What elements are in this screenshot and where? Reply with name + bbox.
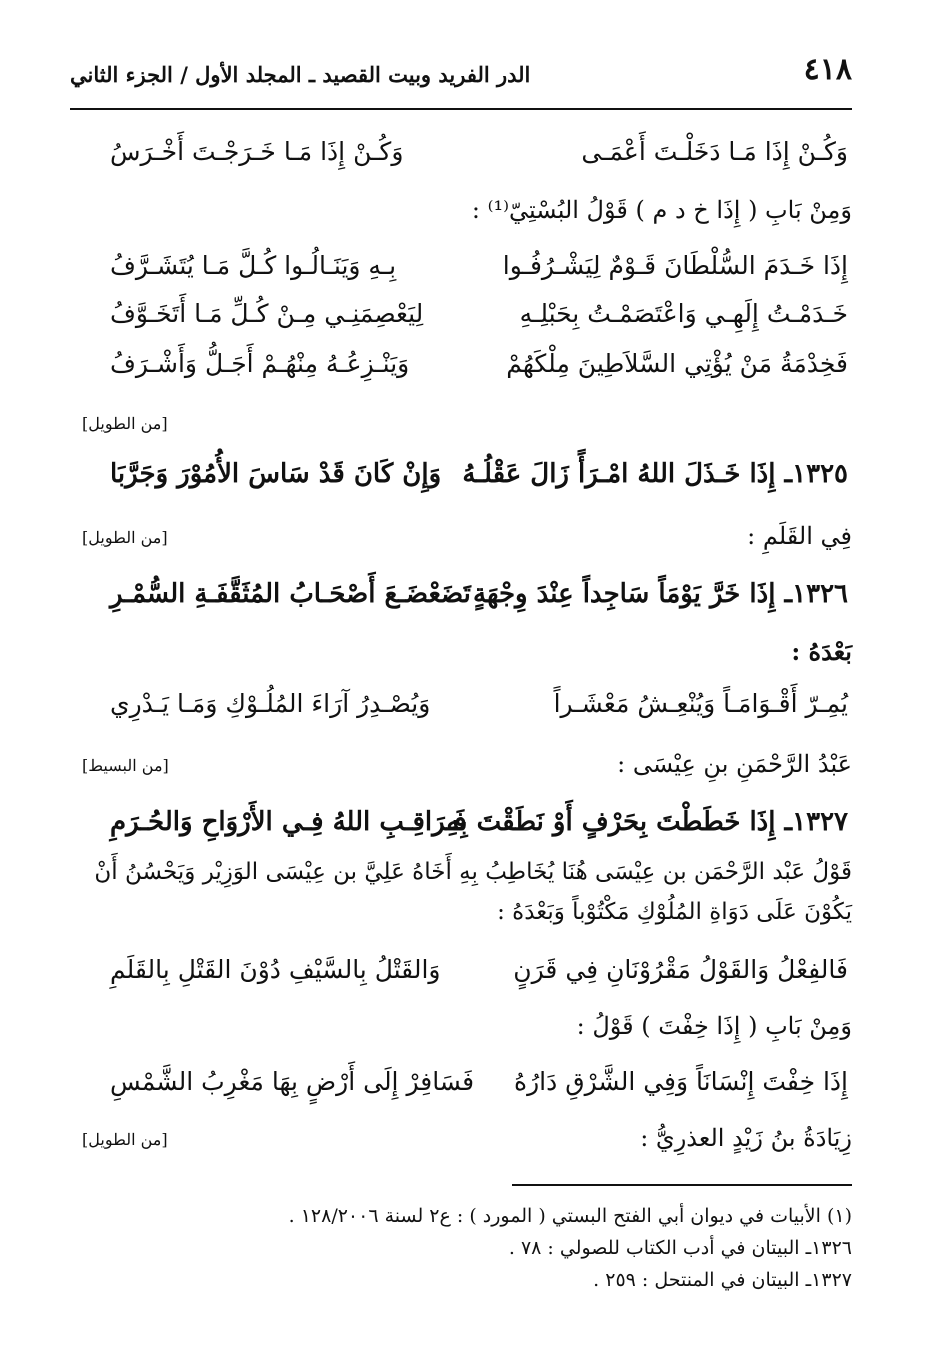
- meter-label: [من الطويل]: [82, 1130, 168, 1149]
- intro-line: وَمِنْ بَابِ ( إِذَا خِفْتَ ) قَوْلُ :: [576, 1012, 852, 1040]
- verse-first-hemistich: إِذَا خَـدَمَ السُّلْطَانَ قَـوْمٌ لِيَشْـرُفُـوا: [502, 251, 848, 280]
- header-rule: [70, 108, 852, 110]
- meter-label: [من البسيط]: [82, 756, 169, 775]
- verse-line: [80, 1058, 848, 1106]
- verse-first-hemistich: فَخِدْمَةُ مَنْ يُؤْتِي السَّلاَطِينَ مِلْكَهُمْ: [506, 349, 848, 378]
- intro-line: زِيَادَةُ بنُ زَيْدٍ العذرِيُّ :: [640, 1124, 852, 1152]
- page-number: ٤١٨: [803, 52, 852, 87]
- intro-line: عَبْدُ الرَّحْمَنِ بنِ عِيْسَى :: [617, 750, 852, 778]
- verse-first-hemistich: ١٣٢٥ـ إِذَا خَـذَلَ اللهُ امْـرَأً زَالَ عَقْلُـهُ: [462, 459, 848, 489]
- footnote-separator: [512, 1184, 852, 1186]
- verse-second-hemistich: وَالقَتْلُ بِالسَّيْفِ دُوْنَ القَتْلِ بِالقَلَمِ: [110, 955, 441, 984]
- verse-first-hemistich: إِذَا خِفْتَ إِنْسَانَاً وَفِي الشَّرْقِ دَارُهُ: [514, 1067, 848, 1096]
- page-header: [70, 52, 852, 98]
- verse-line: [80, 340, 848, 388]
- verse-first-hemistich: خَـدَمْـتُ إِلَهِـي وَاعْتَصَمْـتُ بِحَبْلِـهِ: [519, 299, 848, 328]
- verse-first-hemistich: فَالفِعْلُ وَالقَوْلُ مَقْرُوْنَانِ فِي قَرَنٍ: [513, 955, 848, 984]
- verse-second-hemistich: وَيُصْـدِرُ آرَاءَ المُلُـوْكِ وَمَـا يَـدْرِي: [110, 689, 431, 718]
- verse-first-hemistich: وَكُـنْ إِذَا مَـا دَخَلْـتَ أَعْمَـى: [581, 137, 848, 166]
- verse-line: [80, 242, 848, 290]
- footnote: ١٣٢٧ـ البيتان في المنتحل : ٢٥٩ .: [593, 1269, 852, 1291]
- verse-first-hemistich: يُمِـرّ أَقْـوَامَـاً وَيُنْعِـشُ مَعْشَـراً: [553, 689, 848, 718]
- verse-line: [80, 290, 848, 338]
- verse-line: [80, 128, 848, 176]
- footnote: ١٣٢٦ـ البيتان في أدب الكتاب للصولي : ٧٨ .: [508, 1237, 852, 1259]
- commentary-paragraph: قَوْلُ عَبْد الرَّحْمَن بن عِيْسَى هُنَا يُخَاطِبُ بِهِ أَخَاهُ عَلِيَّ بن عِيْسَى الوَزِيْر وَيَحْسُنُ أَنْ يَكُوْنَ عَلَى دَوَاةِ المُلُوْكِ مَكْتُوْباً وَبَعْدَهُ :: [94, 859, 852, 925]
- footnotes: [82, 1200, 852, 1296]
- verse-line: [80, 946, 848, 994]
- verse-second-hemistich: بِـهِ وَيَنَـالُـوا كُـلَّ مَـا يُتَشَـرَّفُ: [110, 251, 397, 280]
- verse-second-hemistich: فَـرَاقِـبِ اللهُ فِـي الأَرْوَاحِ وَالحُـرَمِ: [110, 807, 467, 837]
- verse-second-hemistich: تَضَعْضَـعَ أَصْحَـابُ المُثَقَّفَـةِ السُّمْـرِ: [110, 579, 471, 609]
- meter-label: [من الطويل]: [82, 528, 168, 547]
- meter-label: [من الطويل]: [82, 414, 168, 433]
- intro-line: بَعْدَهُ :: [791, 637, 852, 666]
- running-title: الدر الفريد وبيت القصيد ـ المجلد الأول / الجزء الثاني: [70, 62, 531, 87]
- verse-second-hemistich: لِيَعْصِمَنِـي مِـنْ كُـلِّ مَـا أَتَخَـوَّفُ: [110, 299, 424, 328]
- numbered-verse-1326: [80, 570, 848, 618]
- verse-first-hemistich: ١٣٢٧ـ إِذَا خَطَطْتَ بِحَرْفٍ أَوْ نَطَقْتَ بِهِ: [446, 807, 848, 837]
- numbered-verse-1325: [80, 450, 848, 498]
- verse-second-hemistich: وَكُـنْ إِذَا مَـا خَـرَجْـتَ أَخْـرَسُ: [110, 137, 404, 166]
- intro-line: وَمِنْ بَابِ ( إِذَا خ د م ) قَوْلُ البُسْتِيّ⁽¹⁾ :: [471, 196, 852, 224]
- verse-second-hemistich: وَيَنْـزِعُـهُ مِنْهُـمْ أَجَـلُّ وَأَشْـرَفُ: [110, 349, 410, 378]
- verse-first-hemistich: ١٣٢٦ـ إِذَا خَرَّ يَوْمَاً سَاجِداً عِنْدَ وِجْهَةٍ: [473, 579, 848, 609]
- verse-second-hemistich: فَسَافِرْ إِلَى أَرْضٍ بِهَا مَغْرِبُ الشَّمْسِ: [110, 1067, 475, 1096]
- footnote: (١) الأبيات في ديوان أبي الفتح البستي ( المورد ) : ع٢ لسنة ١٢٨/٢٠٠٦ .: [288, 1205, 852, 1227]
- verse-line: [80, 680, 848, 728]
- verse-second-hemistich: وَإِنْ كَانَ قَدْ سَاسَ الأُمُوْرَ وَجَرَّبَا: [110, 459, 442, 489]
- numbered-verse-1327: [80, 798, 848, 846]
- intro-line: فِي القَلَمِ :: [747, 522, 852, 550]
